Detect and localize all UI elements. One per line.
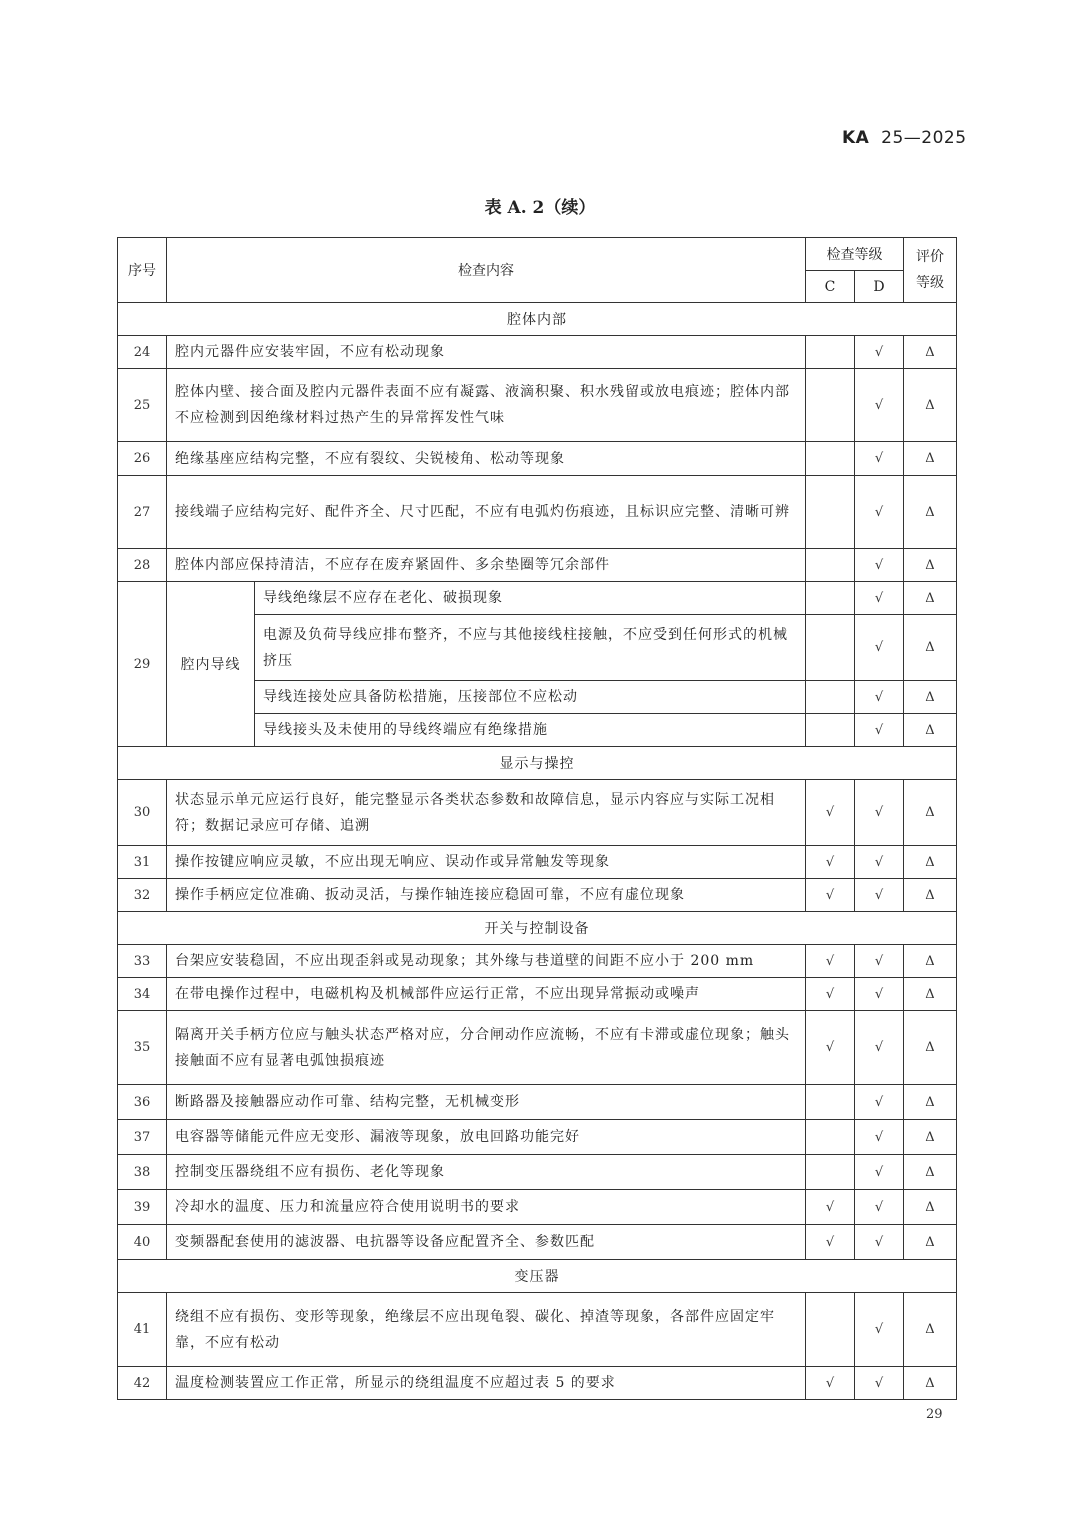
row-content: 导线绝缘层不应存在老化、破损现象: [255, 582, 806, 615]
table-row: [118, 846, 957, 879]
row-content: 断路器及接触器应动作可靠、结构完整，无机械变形: [167, 1085, 806, 1120]
grade-c-mark: √: [806, 879, 855, 912]
grade-d-mark: √: [855, 846, 904, 879]
grade-d-mark: √: [855, 1120, 904, 1155]
eval-mark: Δ: [904, 1225, 957, 1260]
row-number: 24: [118, 336, 167, 369]
row-number: 36: [118, 1085, 167, 1120]
eval-mark: Δ: [904, 476, 957, 549]
table-row: [118, 582, 957, 615]
section-header: 开关与控制设备: [118, 912, 957, 945]
eval-mark: Δ: [904, 582, 957, 615]
header-row: [118, 238, 957, 271]
grade-d-mark: √: [855, 336, 904, 369]
row-number: 26: [118, 442, 167, 476]
grade-d-mark: √: [855, 1155, 904, 1190]
grade-c-mark: √: [806, 945, 855, 978]
inspection-table: [117, 237, 957, 1400]
grade-d-mark: √: [855, 945, 904, 978]
eval-mark: Δ: [904, 336, 957, 369]
row-content: 电源及负荷导线应排布整齐，不应与其他接线柱接触，不应受到任何形式的机械挤压: [255, 615, 806, 681]
eval-mark: Δ: [904, 1011, 957, 1085]
row-number: 32: [118, 879, 167, 912]
grade-c-mark: [806, 582, 855, 615]
grade-c-mark: [806, 1085, 855, 1120]
row-number: 29: [118, 582, 167, 747]
grade-c-mark: [806, 549, 855, 582]
eval-mark: Δ: [904, 1085, 957, 1120]
section-header: 变压器: [118, 1260, 957, 1293]
grade-c-mark: [806, 1120, 855, 1155]
row-content: 冷却水的温度、压力和流量应符合使用说明书的要求: [167, 1190, 806, 1225]
grade-c-mark: √: [806, 978, 855, 1011]
eval-mark: Δ: [904, 1120, 957, 1155]
table-row: [118, 1085, 957, 1120]
grade-c-mark: √: [806, 1367, 855, 1400]
eval-mark: Δ: [904, 549, 957, 582]
row-content: 导线接头及未使用的导线终端应有绝缘措施: [255, 714, 806, 747]
row-number: 39: [118, 1190, 167, 1225]
grade-c-mark: [806, 615, 855, 681]
grade-c-mark: √: [806, 780, 855, 846]
col-seq-header: 序号: [118, 238, 167, 303]
table-row: [118, 549, 957, 582]
table-row: [118, 476, 957, 549]
row-content: 在带电操作过程中，电磁机构及机械部件应运行正常，不应出现异常振动或噪声: [167, 978, 806, 1011]
col-grade-c-header: C: [806, 271, 855, 303]
grade-d-mark: √: [855, 442, 904, 476]
table-row: [118, 978, 957, 1011]
table-row: [118, 1011, 957, 1085]
eval-mark: Δ: [904, 615, 957, 681]
row-content: 腔体内壁、接合面及腔内元器件表面不应有凝露、液滴积聚、积水残留或放电痕迹；腔体内部不应检测到因绝缘材料过热产生的异常挥发性气味: [167, 369, 806, 442]
table-row: [118, 442, 957, 476]
grade-d-mark: √: [855, 879, 904, 912]
eval-mark: Δ: [904, 1190, 957, 1225]
grade-d-mark: √: [855, 476, 904, 549]
row-number: 31: [118, 846, 167, 879]
section-header: 显示与操控: [118, 747, 957, 780]
row-group-label: 腔内导线: [167, 582, 255, 747]
row-content: 台架应安装稳固，不应出现歪斜或晃动现象；其外缘与巷道壁的间距不应小于 200 mm: [167, 945, 806, 978]
grade-d-mark: √: [855, 1011, 904, 1085]
col-grade-header: 检查等级: [806, 238, 904, 271]
grade-d-mark: √: [855, 1367, 904, 1400]
row-content: 腔内元器件应安装牢固，不应有松动现象: [167, 336, 806, 369]
grade-d-mark: √: [855, 1225, 904, 1260]
row-number: 40: [118, 1225, 167, 1260]
row-content: 状态显示单元应运行良好，能完整显示各类状态参数和故障信息，显示内容应与实际工况相符；数据记录应可存储、追溯: [167, 780, 806, 846]
grade-d-mark: √: [855, 1293, 904, 1367]
grade-d-mark: √: [855, 681, 904, 714]
eval-mark: Δ: [904, 714, 957, 747]
eval-mark: Δ: [904, 681, 957, 714]
row-number: 38: [118, 1155, 167, 1190]
grade-d-mark: √: [855, 780, 904, 846]
row-content: 操作按键应响应灵敏，不应出现无响应、误动作或异常触发等现象: [167, 846, 806, 879]
eval-mark: Δ: [904, 780, 957, 846]
row-content: 绝缘基座应结构完整，不应有裂纹、尖锐棱角、松动等现象: [167, 442, 806, 476]
grade-c-mark: [806, 1155, 855, 1190]
col-content-header: 检查内容: [167, 238, 806, 303]
table-row: [118, 1120, 957, 1155]
grade-d-mark: √: [855, 582, 904, 615]
eval-mark: Δ: [904, 1367, 957, 1400]
row-number: 37: [118, 1120, 167, 1155]
table-row: [118, 780, 957, 846]
grade-c-mark: √: [806, 1011, 855, 1085]
grade-c-mark: √: [806, 1190, 855, 1225]
table-title: 表 A. 2（续）: [484, 198, 596, 218]
table-row: [118, 1225, 957, 1260]
row-content: 电容器等储能元件应无变形、漏液等现象，放电回路功能完好: [167, 1120, 806, 1155]
grade-c-mark: √: [806, 1225, 855, 1260]
eval-mark: Δ: [904, 1155, 957, 1190]
eval-mark: Δ: [904, 879, 957, 912]
row-number: 27: [118, 476, 167, 549]
page-number: 29: [926, 1407, 943, 1422]
eval-mark: Δ: [904, 945, 957, 978]
row-number: 35: [118, 1011, 167, 1085]
eval-mark: Δ: [904, 846, 957, 879]
table-row: [118, 1190, 957, 1225]
grade-c-mark: [806, 336, 855, 369]
table-row: [118, 369, 957, 442]
row-content: 导线连接处应具备防松措施，压接部位不应松动: [255, 681, 806, 714]
col-eval-header: 评价等级: [904, 238, 957, 303]
row-number: 34: [118, 978, 167, 1011]
row-number: 42: [118, 1367, 167, 1400]
grade-d-mark: √: [855, 369, 904, 442]
eval-mark: Δ: [904, 442, 957, 476]
row-content: 腔体内部应保持清洁，不应存在废弃紧固件、多余垫圈等冗余部件: [167, 549, 806, 582]
row-content: 温度检测装置应工作正常，所显示的绕组温度不应超过表 5 的要求: [167, 1367, 806, 1400]
table-row: [118, 1367, 957, 1400]
row-content: 变频器配套使用的滤波器、电抗器等设备应配置齐全、参数匹配: [167, 1225, 806, 1260]
table-row: [118, 1293, 957, 1367]
col-grade-d-header: D: [855, 271, 904, 303]
eval-mark: Δ: [904, 978, 957, 1011]
grade-c-mark: [806, 1293, 855, 1367]
grade-c-mark: [806, 681, 855, 714]
standard-code: KA 25—2025: [842, 128, 967, 148]
row-number: 25: [118, 369, 167, 442]
row-number: 41: [118, 1293, 167, 1367]
table-row: [118, 879, 957, 912]
row-number: 30: [118, 780, 167, 846]
row-content: 接线端子应结构完好、配件齐全、尺寸匹配，不应有电弧灼伤痕迹，且标识应完整、清晰可辨: [167, 476, 806, 549]
grade-d-mark: √: [855, 1190, 904, 1225]
row-content: 操作手柄应定位准确、扳动灵活，与操作轴连接应稳固可靠，不应有虚位现象: [167, 879, 806, 912]
grade-d-mark: √: [855, 1085, 904, 1120]
grade-c-mark: [806, 714, 855, 747]
row-number: 28: [118, 549, 167, 582]
grade-c-mark: [806, 369, 855, 442]
grade-c-mark: [806, 442, 855, 476]
grade-d-mark: √: [855, 549, 904, 582]
grade-d-mark: √: [855, 714, 904, 747]
table-row: [118, 945, 957, 978]
eval-mark: Δ: [904, 1293, 957, 1367]
row-content: 隔离开关手柄方位应与触头状态严格对应，分合闸动作应流畅，不应有卡滞或虚位现象；触头接触面不应有显著电弧蚀损痕迹: [167, 1011, 806, 1085]
grade-d-mark: √: [855, 615, 904, 681]
table-row: [118, 1155, 957, 1190]
section-header: 腔体内部: [118, 303, 957, 336]
grade-c-mark: √: [806, 846, 855, 879]
row-content: 控制变压器绕组不应有损伤、老化等现象: [167, 1155, 806, 1190]
row-content: 绕组不应有损伤、变形等现象，绝缘层不应出现龟裂、碳化、掉渣等现象，各部件应固定牢靠，不应有松动: [167, 1293, 806, 1367]
row-number: 33: [118, 945, 167, 978]
grade-d-mark: √: [855, 978, 904, 1011]
grade-c-mark: [806, 476, 855, 549]
table-row: [118, 336, 957, 369]
eval-mark: Δ: [904, 369, 957, 442]
